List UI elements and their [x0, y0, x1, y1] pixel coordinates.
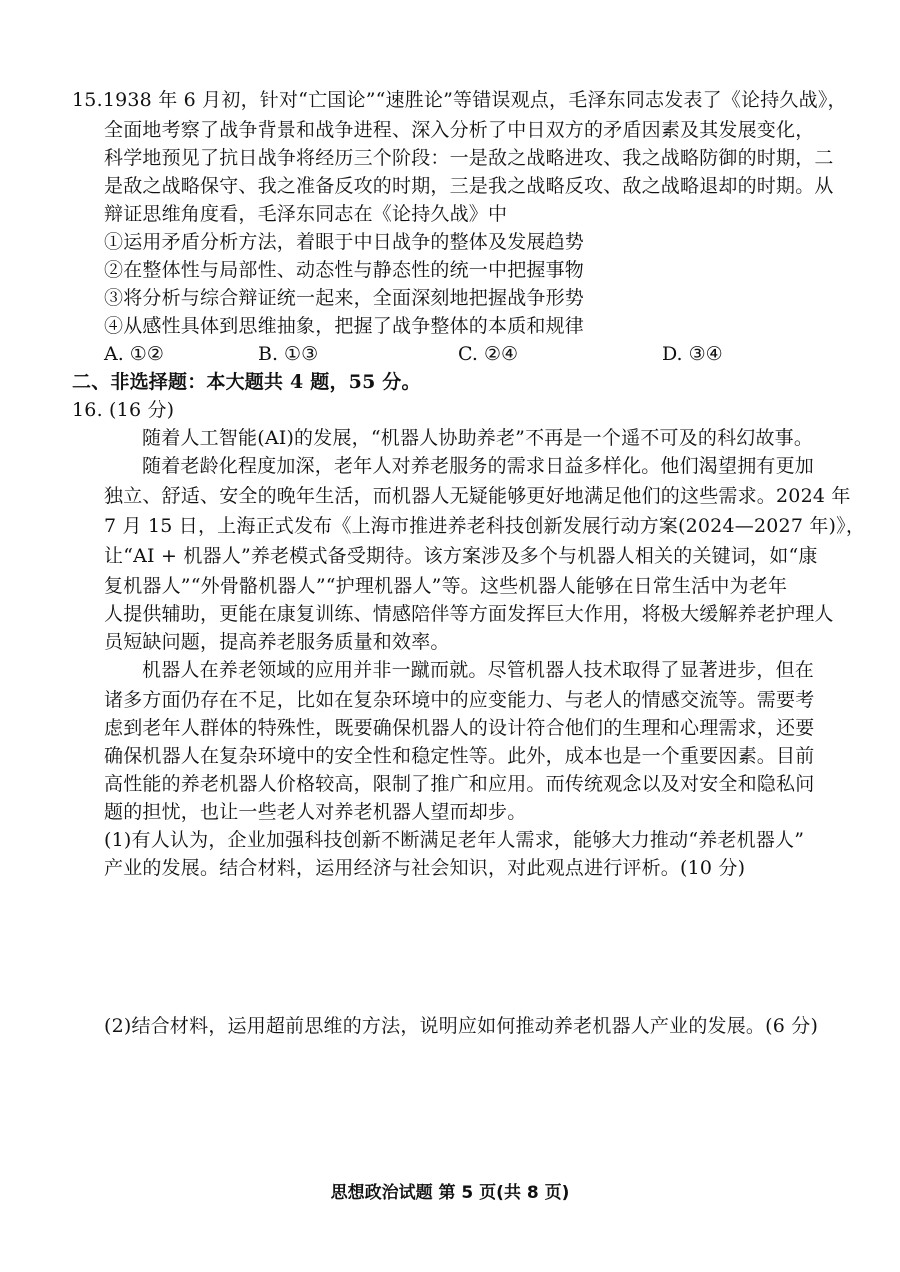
q16-header: 16. (16 分) [72, 399, 175, 421]
q15-stem-line-3: 科学地预见了抗日战争将经历三个阶段：一是敌之战略进攻、我之战略防御的时期，二 [104, 147, 834, 169]
q16-material-line-8: 员短缺问题，提高养老服务质量和效率。 [104, 631, 450, 653]
q16-material-line-10: 诸多方面仍存在不足，比如在复杂环境中的应变能力、与老人的情感交流等。需要考 [104, 689, 815, 711]
q15-option-b: B. ①③ [258, 343, 319, 365]
q15-stem-line-1: 15.1938 年 6 月初，针对“亡国论”“速胜论”等错误观点，毛泽东同志发表了《论持久战》， [72, 89, 847, 111]
q16-material-line-6: 复机器人”“外骨骼机器人”“护理机器人”等。这些机器人能够在日常生活中为老年 [104, 575, 788, 597]
q15-statement-2: ②在整体性与局部性、动态性与静态性的统一中把握事物 [104, 259, 585, 281]
q16-material-line-11: 虑到老年人群体的特殊性，既要确保机器人的设计符合他们的生理和心理需求，还要 [104, 717, 815, 739]
q15-statement-3: ③将分析与综合辩证统一起来，全面深刻地把握战争形势 [104, 287, 585, 309]
q16-subquestion-1-line-2: 产业的发展。结合材料，运用经济与社会知识，对此观点进行评析。(10 分) [104, 857, 746, 879]
q16-material-line-13: 高性能的养老机器人价格较高，限制了推广和应用。而传统观念以及对安全和隐私问 [104, 773, 815, 795]
q16-material-line-12: 确保机器人在复杂环境中的安全性和稳定性等。此外，成本也是一个重要因素。目前 [104, 745, 815, 767]
q16-material-line-9: 机器人在养老领域的应用并非一蹴而就。尽管机器人技术取得了显著进步，但在 [142, 659, 815, 681]
q16-subquestion-1-line-1: (1)有人认为，企业加强科技创新不断满足老年人需求，能够大力推动“养老机器人” [104, 829, 805, 851]
q15-option-a: A. ①② [104, 343, 164, 365]
q15-statement-4: ④从感性具体到思维抽象，把握了战争整体的本质和规律 [104, 315, 585, 337]
q16-material-line-3: 独立、舒适、安全的晚年生活，而机器人无疑能够更好地满足他们的这些需求。2024 年 [104, 485, 851, 507]
q16-subquestion-2: (2)结合材料，运用超前思维的方法，说明应如何推动养老机器人产业的发展。(6 分) [104, 1015, 819, 1037]
q15-option-d: D. ③④ [662, 343, 723, 365]
q16-material-line-2: 随着老龄化程度加深，老年人对养老服务的需求日益多样化。他们渴望拥有更加 [142, 455, 815, 477]
q16-material-line-7: 人提供辅助，更能在康复训练、情感陪伴等方面发挥巨大作用，将极大缓解养老护理人 [104, 603, 834, 625]
section-heading: 二、非选择题：本大题共 4 题，55 分。 [72, 371, 421, 393]
q16-material-line-5: 让“AI + 机器人”养老模式备受期待。该方案涉及多个与机器人相关的关键词，如“康 [104, 545, 818, 567]
page-footer: 思想政治试题 第 5 页(共 8 页) [330, 1183, 570, 1203]
q15-stem-line-2: 全面地考察了战争背景和战争进程、深入分析了中日双方的矛盾因素及其发展变化， [104, 119, 815, 141]
q16-material-line-1: 随着人工智能(AI)的发展，“机器人协助养老”不再是一个遥不可及的科幻故事。 [142, 427, 814, 449]
q15-stem-line-5: 辩证思维角度看，毛泽东同志在《论持久战》中 [104, 203, 508, 225]
q15-option-c: C. ②④ [458, 343, 519, 365]
q16-material-line-4: 7 月 15 日，上海正式发布《上海市推进养老科技创新发展行动方案(2024—2027 年)》， [104, 515, 866, 537]
q15-statement-1: ①运用矛盾分析方法，着眼于中日战争的整体及发展趋势 [104, 231, 585, 253]
q15-stem-line-4: 是敌之战略保守、我之准备反攻的时期，三是我之战略反攻、敌之战略退却的时期。从 [104, 175, 834, 197]
q16-material-line-14: 题的担忧，也让一些老人对养老机器人望而却步。 [104, 801, 527, 823]
